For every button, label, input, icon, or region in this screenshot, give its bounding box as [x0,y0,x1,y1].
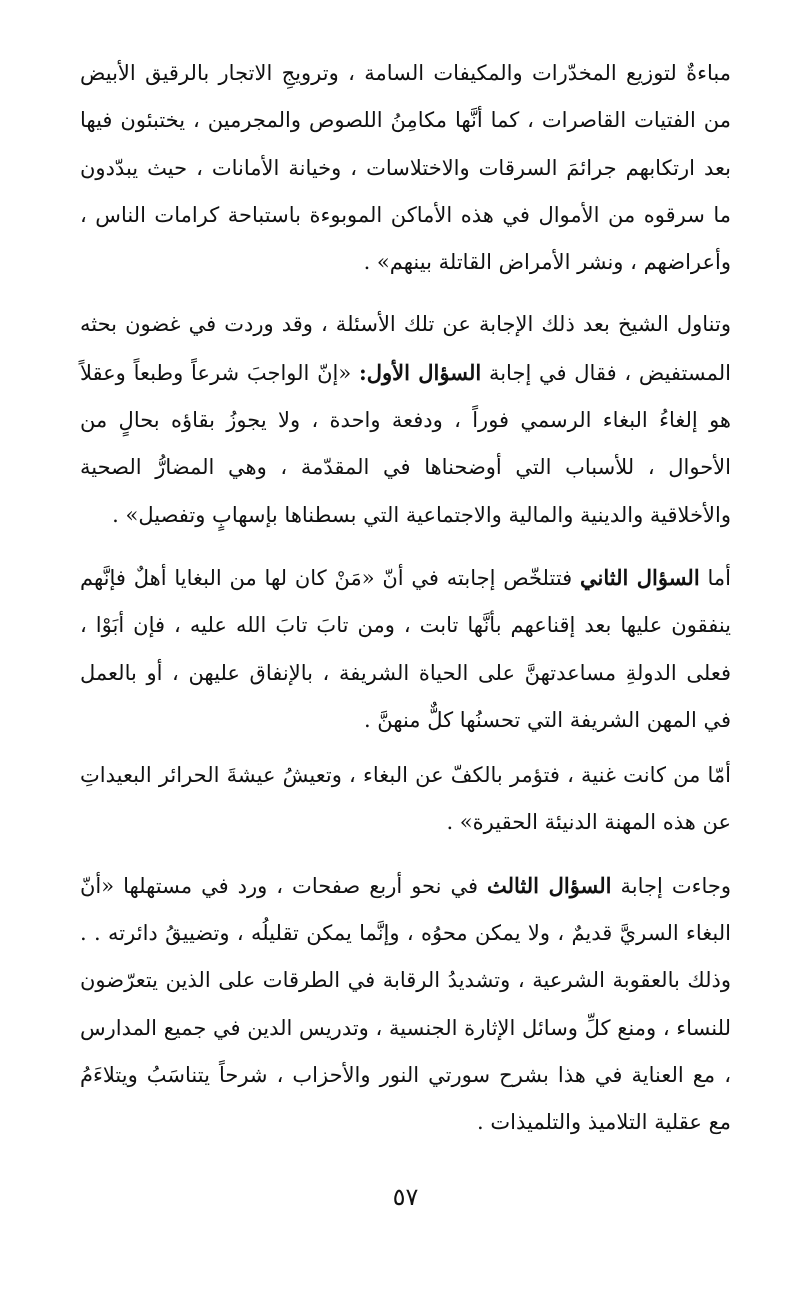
paragraph-4 [80,752,731,847]
paragraph-text: أما [699,565,731,590]
paragraph-text: فتتلخّص إجابته في أنّ «مَنْ كان لها من البغايا أهلٌ فإنَّهم ينفقون عليها بعد إقناعهم بأنَّها تابت ، ومن تابَ تابَ الله عليه ، فإن أبَوْا ، فعلى الدولةِ مساعدتهنَّ على الحياة الشريفة ، بالإنفاق عليهن ، أو بالعمل في المهن الشريفة التي تحسنُها كلٌّ منهنَّ . [80,565,731,732]
question-heading: السؤال الأول: [358,359,482,385]
page-number: ٥٧ [392,1183,419,1211]
paragraph-2 [80,301,731,538]
question-heading: السؤال الثاني [580,564,700,590]
paragraph-text: وجاءت إجابة [611,873,731,898]
paragraph-5 [80,862,731,1147]
paragraph-text: أمّا من كانت غنية ، فتؤمر بالكفّ عن البغاء ، وتعيشُ عيشةَ الحرائر البعيداتِ عن هذه المهنة الدنيئة الحقيرة» . [80,763,731,835]
paragraph-text: في نحو أربع صفحات ، ورد في مستهلها «أنّ البغاء السريَّ قديمٌ ، ولا يمكن محوُه ، وإنَّما يمكن تقليلُه ، وتضييقُ دائرته . . وذلك بالعقوبة الشرعية ، وتشديدُ الرقابة في الطرقات على الذين يتعرّضون للنساء ، ومنع كلِّ وسائل الإثارة الجنسية ، وتدريس الدين في جميع المدارس ، مع العناية في هذا بشرح سورتي النور والأحزاب ، شرحاً يتناسَبُ ويتلاءَمُ مع عقلية التلاميذ والتلميذات . [80,873,731,1135]
paragraph-text: وتناول الشيخ بعد ذلك الإجابة عن تلك الأسئلة ، وقد وردت في غضون بحثه المستفيض ، فقال في إجابة [80,312,731,385]
paragraph-3 [80,554,731,744]
body-text [80,50,731,1147]
paragraph-text: مباءةٌ لتوزيع المخدّرات والمكيفات السامة ، وترويجِ الاتجار بالرقيق الأبيض من الفتيات القاصرات ، كما أنَّها مكامِنُ اللصوص والمجرمين ، يختبئون فيها بعد ارتكابهم جرائمَ السرقات والاختلاسات ، وخيانة الأمانات ، حيث يبدّدون ما سرقوه من الأموال في هذه الأماكن الموبوءة باستباحة كرامات الناس ، وأعراضهم ، ونشر الأمراض القاتلة بينهم» . [80,61,731,275]
paragraph-1 [80,50,731,286]
paragraph-text: «إنّ الواجبَ شرعاً وطبعاً وعقلاً هو إلغاءُ البغاء الرسمي فوراً ، ودفعة واحدة ، ولا يجوزُ بقاؤه بحالٍ من الأحوال ، للأسباب التي أوضحناها في المقدّمة ، وهي المضارُّ الصحية والأخلاقية والدينية والمالية والاجتماعية التي بسطناها بإسهابٍ وتفصيل» . [80,360,731,527]
question-heading: السؤال الثالث [486,872,612,898]
